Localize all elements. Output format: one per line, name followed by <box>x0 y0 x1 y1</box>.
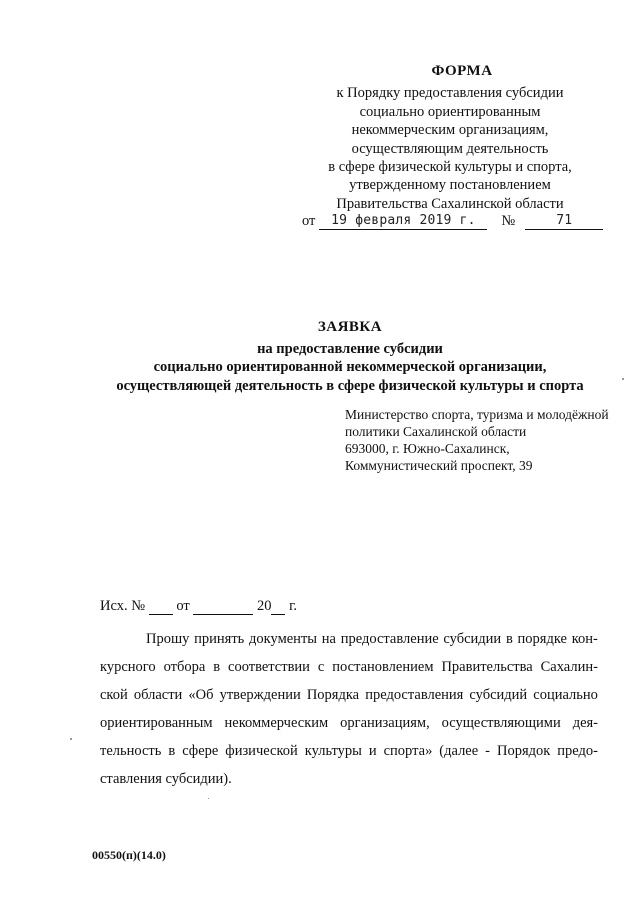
application-title: ЗАЯВКА <box>317 319 383 335</box>
paragraph-word: сфере <box>182 743 219 759</box>
form-header-line: в сфере физической культуры и спорта, <box>328 159 572 176</box>
paragraph-word: документы <box>249 631 318 647</box>
paragraph-word: спорта» <box>383 743 433 759</box>
paragraph-word: предоставление <box>340 631 439 647</box>
paragraph-word: в <box>168 743 176 759</box>
form-header-line: к Порядку предоставления субсидии <box>336 85 564 102</box>
form-header <box>290 62 610 213</box>
application-subtitle-line: социально ориентированной некоммерческой организации, <box>153 359 547 375</box>
request-paragraph <box>100 625 598 793</box>
date-label: от <box>302 213 316 229</box>
paragraph-word: принять <box>194 631 245 647</box>
paragraph-word: ориентированным <box>100 715 213 731</box>
paragraph-word: Прошу <box>146 631 190 647</box>
paragraph-word: соответствии <box>228 659 310 675</box>
paragraph-word: (далее <box>439 743 479 759</box>
ref-number-label: Исх. № <box>100 598 146 614</box>
number-field <box>525 212 603 230</box>
paragraph-word: социально <box>533 687 598 703</box>
paragraph-line <box>100 737 598 765</box>
paragraph-line <box>100 765 598 793</box>
paragraph-word: с <box>317 659 325 675</box>
paragraph-line <box>100 625 598 653</box>
paragraph-word: на <box>321 631 336 647</box>
paragraph-word: постановлением <box>332 659 434 675</box>
ref-from-label: от <box>176 598 190 614</box>
paragraph-word: тельность <box>100 743 162 759</box>
paragraph-word: в <box>213 659 221 675</box>
paragraph-word: ставления субсидии). <box>100 771 232 787</box>
paragraph-word: кон- <box>571 631 598 647</box>
addressee-line: политики Сахалинской области <box>345 424 527 439</box>
paragraph-line <box>100 709 598 737</box>
paragraph-line <box>100 653 598 681</box>
paragraph-word: Порядка <box>306 687 360 703</box>
form-header-line: некоммерческим организациям, <box>351 122 549 139</box>
application-subtitle-line: на предоставление субсидии <box>257 340 443 357</box>
outgoing-reference-line <box>100 598 297 615</box>
application-subtitle-line: осуществляющей деятельность в сфере физической культуры и спорта <box>116 377 584 394</box>
paragraph-line <box>100 681 598 709</box>
paragraph-word: осуществляющими <box>441 715 561 731</box>
paragraph-word: ской <box>100 687 128 703</box>
date-field <box>319 212 487 230</box>
paragraph-word: предоставления <box>365 687 464 703</box>
form-header-line: Правительства Сахалинской области <box>336 195 564 212</box>
paragraph-word: курсного <box>100 659 156 675</box>
addressee-block <box>345 406 615 474</box>
ref-number-blank <box>149 599 173 615</box>
application-heading <box>60 318 640 395</box>
date-value: 19 февраля 2019 г. <box>331 213 476 228</box>
paragraph-word: «Об <box>188 687 214 703</box>
number-value: 71 <box>556 213 573 228</box>
paragraph-word: физической <box>225 743 298 759</box>
number-label: № <box>501 213 516 229</box>
ref-year-blank <box>271 599 285 615</box>
form-header-line: социально ориентированным <box>359 103 541 120</box>
ref-date-blank <box>193 599 253 615</box>
paragraph-word: Правительства <box>441 659 533 675</box>
ref-year-prefix: 20 <box>256 598 272 614</box>
paragraph-word: Порядок <box>496 743 551 759</box>
addressee-line: Коммунистический проспект, 39 <box>345 458 533 473</box>
paragraph-word: порядке <box>517 631 567 647</box>
addressee-line: Министерство спорта, туризма и молодёжной <box>345 407 609 422</box>
paragraph-word: организациям, <box>340 715 430 731</box>
scan-speck <box>70 738 72 740</box>
document-code: 00550(п)(14.0) <box>92 848 166 862</box>
paragraph-word: области <box>133 687 183 703</box>
paragraph-word: субсидии <box>443 631 502 647</box>
paragraph-word: утверждении <box>219 687 301 703</box>
scan-speck <box>622 378 624 380</box>
paragraph-word: отбора <box>163 659 206 675</box>
addressee-line: 693000, г. Южно-Сахалинск, <box>345 441 510 456</box>
paragraph-word: культуры <box>304 743 362 759</box>
paragraph-word: предо- <box>557 743 598 759</box>
paragraph-word: и <box>368 743 377 759</box>
form-header-line: утвержденному постановлением <box>349 177 551 194</box>
form-title: ФОРМА <box>431 63 493 79</box>
form-header-line: осуществляющим деятельность <box>351 140 549 157</box>
paragraph-word: некоммерческим <box>224 715 329 731</box>
scan-speck <box>208 798 209 799</box>
ref-year-suffix: г. <box>289 598 298 614</box>
paragraph-word: - <box>485 743 490 759</box>
paragraph-word: Сахалин- <box>540 659 598 675</box>
paragraph-word: в <box>505 631 513 647</box>
form-date-number-line <box>302 212 622 230</box>
paragraph-word: субсидий <box>469 687 528 703</box>
paragraph-word: дея- <box>572 715 598 731</box>
